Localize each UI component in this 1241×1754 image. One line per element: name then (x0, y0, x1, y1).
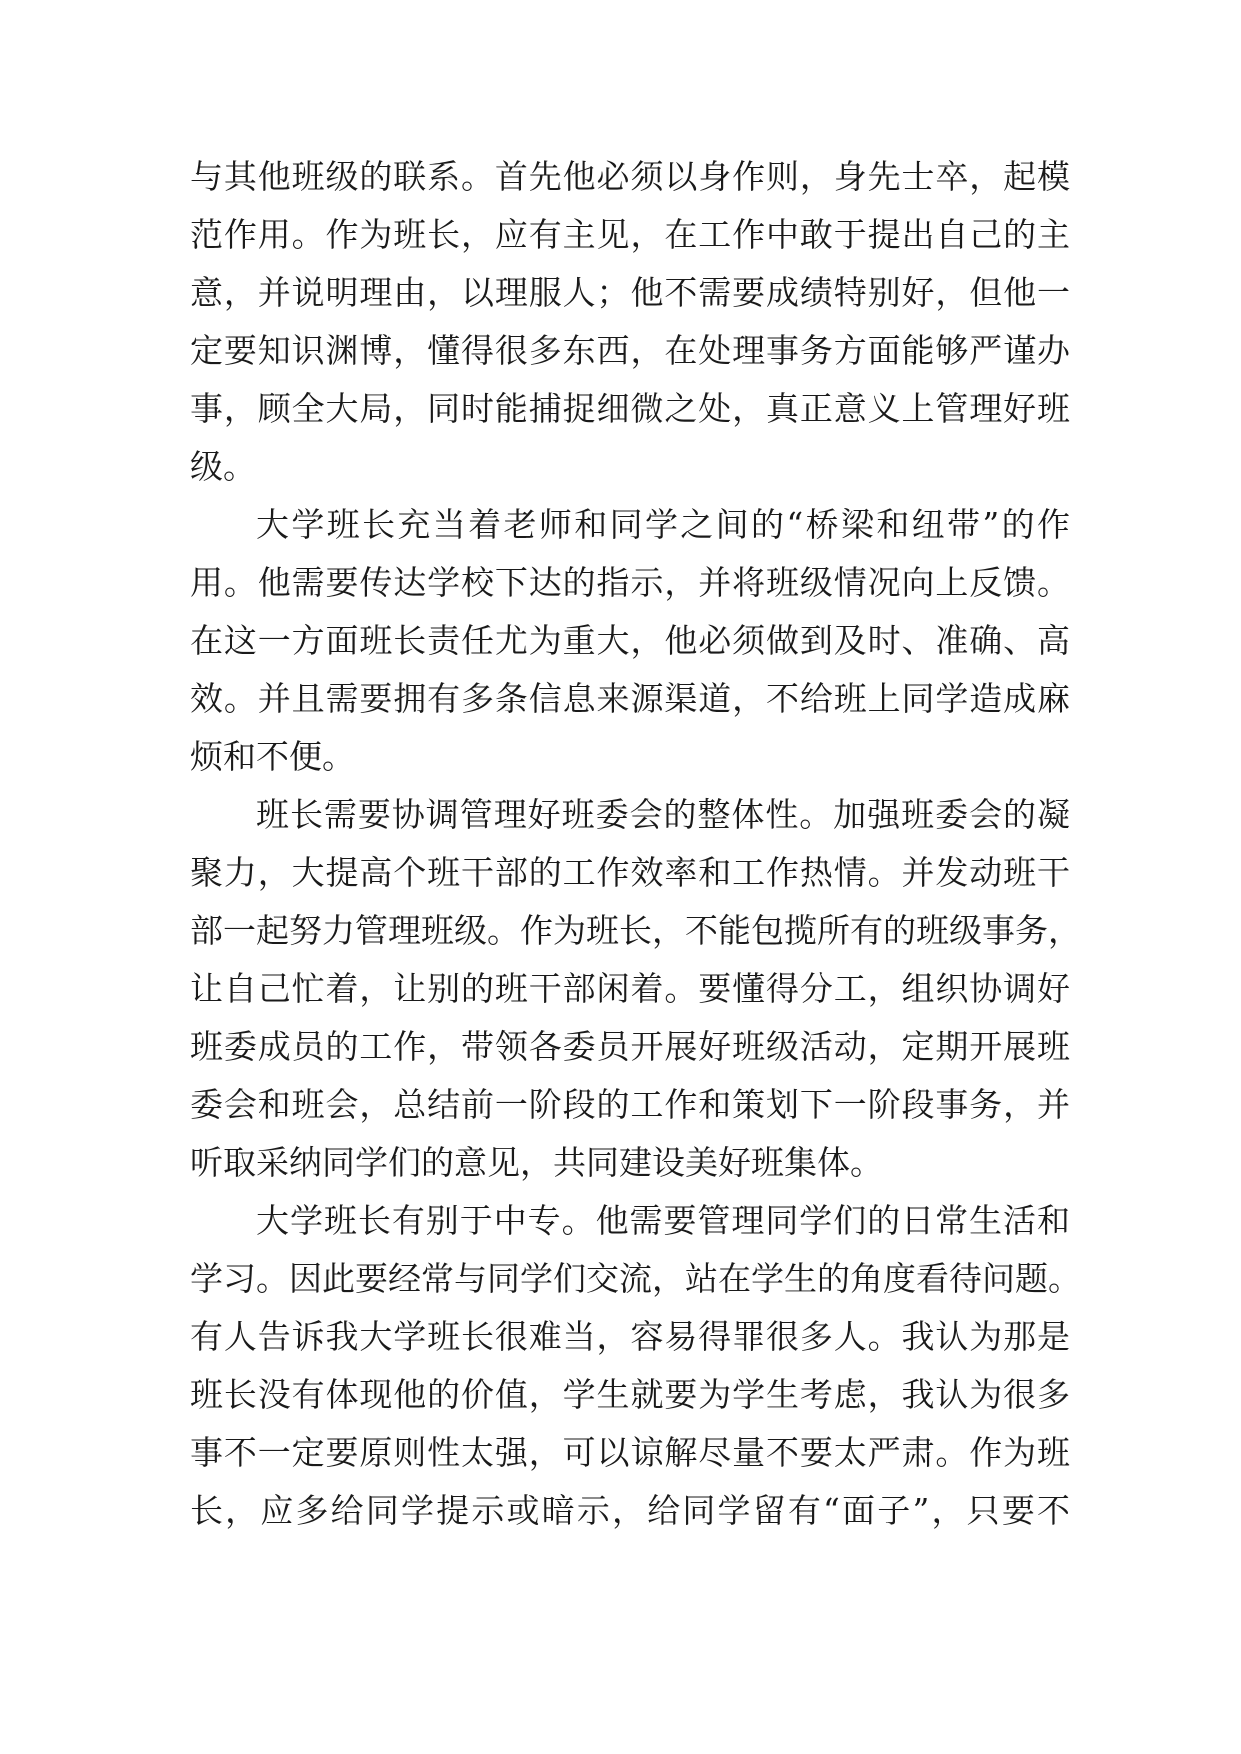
text-line: 在这一方面班长责任尤为重大，他必须做到及时、准确、高 (190, 621, 1070, 660)
text-line: 让自己忙着，让别的班干部闲着。要懂得分工，组织协调好 (190, 969, 1070, 1008)
text-line: 效。并且需要拥有多条信息来源渠道，不给班上同学造成麻 (190, 679, 1070, 718)
text-line: 定要知识渊博，懂得很多东西，在处理事务方面能够严谨办 (190, 331, 1070, 370)
paragraph-2 (190, 496, 1070, 786)
text-line: 听取采纳同学们的意见，共同建设美好班集体。 (190, 1143, 883, 1182)
text-line: 事不一定要原则性太强，可以谅解尽量不要太严肃。作为班 (190, 1433, 1070, 1472)
text-line: 聚力，大提高个班干部的工作效率和工作热情。并发动班干 (190, 853, 1070, 892)
text-line: 长，应多给同学提示或暗示，给同学留有“面子”，只要不 (190, 1491, 1070, 1530)
text-line: 大学班长有别于中专。他需要管理同学们的日常生活和 (256, 1201, 1070, 1240)
text-line: 用。他需要传达学校下达的指示，并将班级情况向上反馈。 (190, 563, 1070, 602)
paragraph-1 (190, 148, 1070, 496)
text-line: 委会和班会，总结前一阶段的工作和策划下一阶段事务，并 (190, 1085, 1070, 1124)
paragraph-3 (190, 786, 1081, 1192)
text-line: 有人告诉我大学班长很难当，容易得罪很多人。我认为那是 (190, 1317, 1070, 1356)
text-line: 烦和不便。 (190, 737, 355, 776)
text-line: 学习。因此要经常与同学们交流，站在学生的角度看待问题。 (190, 1259, 1081, 1298)
text-line: 与其他班级的联系。首先他必须以身作则，身先士卒，起模 (190, 157, 1070, 196)
text-line: 部一起努力管理班级。作为班长，不能包揽所有的班级事务， (190, 911, 1081, 950)
text-line: 意，并说明理由，以理服人；他不需要成绩特别好，但他一 (190, 273, 1070, 312)
text-line: 班长没有体现他的价值，学生就要为学生考虑，我认为很多 (190, 1375, 1070, 1414)
text-line: 范作用。作为班长，应有主见，在工作中敢于提出自己的主 (190, 215, 1070, 254)
text-line: 大学班长充当着老师和同学之间的“桥梁和纽带”的作 (256, 505, 1070, 544)
text-line: 班委成员的工作，带领各委员开展好班级活动，定期开展班 (190, 1027, 1070, 1066)
document-body (190, 148, 1081, 1540)
paragraph-4 (190, 1192, 1081, 1540)
text-line: 级。 (190, 447, 256, 486)
text-line: 班长需要协调管理好班委会的整体性。加强班委会的凝 (256, 795, 1070, 834)
text-line: 事，顾全大局，同时能捕捉细微之处，真正意义上管理好班 (190, 389, 1070, 428)
